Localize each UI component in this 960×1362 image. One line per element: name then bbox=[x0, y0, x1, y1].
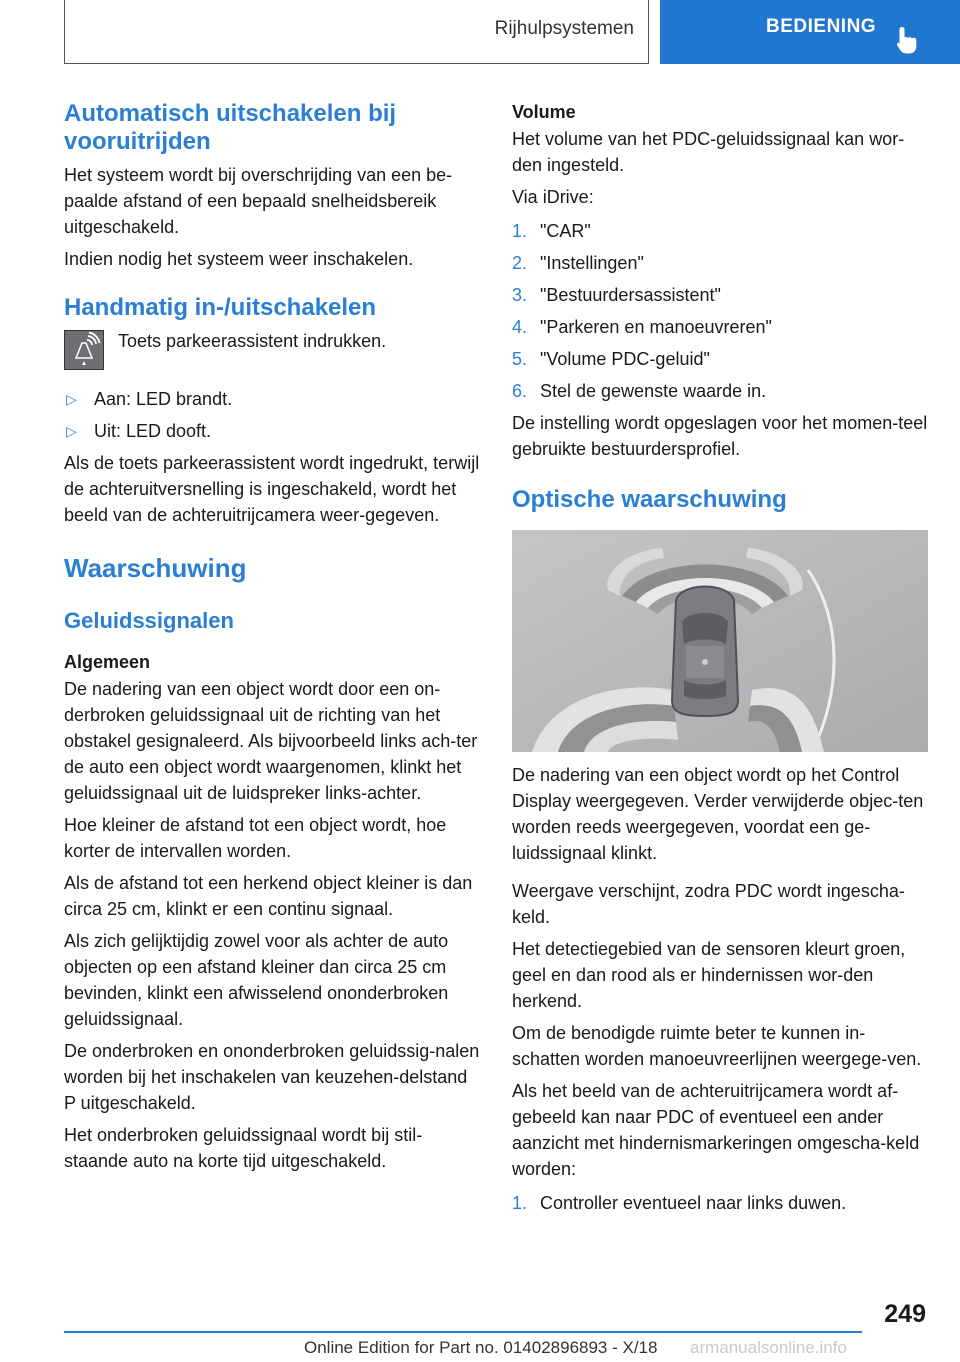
list-item: 3. "Bestuurdersassistent" bbox=[512, 285, 721, 305]
sound-paragraph-6: Het onderbroken geluidssignaal wordt bij stil-staande auto na korte tijd uitgeschakeld. bbox=[64, 1125, 423, 1171]
header-chapter-title: BEDIENING bbox=[766, 16, 877, 37]
volume-steps-list bbox=[512, 218, 930, 404]
pdc-car-illustration bbox=[512, 530, 928, 752]
triangle-bullet-icon: ▷ bbox=[66, 391, 77, 407]
reverse-camera-paragraph: Als de toets parkeerassistent wordt ingedrukt, terwijl de achteruitversnelling is ingeschakeld, wordt het beeld van de achteruitrijcamera weer-gegeven. bbox=[64, 453, 480, 525]
auto-off-heading: Automatisch uitschakelen bij vooruitrijden bbox=[64, 100, 397, 155]
list-item: 6. Stel de gewenste waarde in. bbox=[512, 381, 767, 401]
optical-paragraph-3: Het detectiegebied van de sensoren kleurt groen, geel en dan rood als er hindernissen wor-den herkend. bbox=[512, 939, 906, 1011]
optical-paragraph-1: De nadering van een object wordt op het Control Display weergegeven. Verder verwijderde objec-ten worden reeds weergegeven, voordat een ge-luidssignaal klinkt. bbox=[512, 765, 924, 863]
sound-paragraph-3: Als de afstand tot een herkend object kleiner is dan circa 25 cm, klinkt er een continu signaal. bbox=[64, 873, 473, 919]
right-column bbox=[512, 100, 930, 1216]
list-item: 1. "CAR" bbox=[512, 221, 591, 241]
list-item: 2. "Instellingen" bbox=[512, 253, 644, 273]
list-item: 1. Controller eventueel naar links duwen. bbox=[512, 1193, 847, 1213]
pdc-display-image bbox=[512, 530, 928, 752]
profile-paragraph: De instelling wordt opgeslagen voor het momen-teel gebruikte bestuurdersprofiel. bbox=[512, 413, 928, 459]
manual-instruction bbox=[64, 330, 482, 370]
optical-paragraph-2: Weergave verschijnt, zodra PDC wordt ingescha-keld. bbox=[512, 881, 905, 927]
footer-watermark: armanualsonline.info bbox=[690, 1338, 847, 1357]
sound-paragraph-4: Als zich gelijktijdig zowel voor als achter de auto objecten op een afstand kleiner dan circa 25 cm bevinden, klinkt een afwisselend ononderbroken geluidssignaal. bbox=[64, 931, 449, 1029]
page-number: 249 bbox=[884, 1300, 926, 1328]
list-item: ▷ Aan: LED brandt. bbox=[64, 386, 482, 412]
list-item: ▷ Uit: LED dooft. bbox=[64, 418, 482, 444]
auto-off-paragraph: Het systeem wordt bij overschrijding van een be-paalde afstand of een bepaald snelheidsbereik uitgeschakeld. bbox=[64, 165, 453, 237]
sound-paragraph-2: Hoe kleiner de afstand tot een object wordt, hoe korter de intervallen worden. bbox=[64, 815, 447, 861]
controller-steps-list bbox=[512, 1190, 930, 1216]
optical-paragraph-4: Om de benodigde ruimte beter te kunnen in-schatten worden manoeuvreerlijnen weergege-ven. bbox=[512, 1023, 922, 1069]
list-item: 4. "Parkeren en manoeuvreren" bbox=[512, 317, 772, 337]
volume-subheading: Volume bbox=[512, 102, 576, 122]
general-subheading: Algemeen bbox=[64, 652, 151, 672]
warning-heading: Waarschuwing bbox=[64, 553, 247, 583]
header-section-tab bbox=[64, 0, 649, 64]
volume-paragraph: Het volume van het PDC-geluidssignaal kan wor-den ingesteld. bbox=[512, 129, 905, 175]
sound-paragraph-1: De nadering van een object wordt door een on-derbroken geluidssignaal uit de richting van het obstakel gesignaleerd. Als bijvoorbeeld links ach-ter de auto een object wordt waargenomen, klinkt het geluidssignaal uit de luidspreker links-achter. bbox=[64, 679, 478, 803]
led-state-list bbox=[64, 386, 482, 444]
auto-off-paragraph-2: Indien nodig het systeem weer inschakelen. bbox=[64, 249, 414, 269]
triangle-bullet-icon: ▷ bbox=[66, 423, 77, 439]
left-column bbox=[64, 100, 482, 1174]
list-item: 5. "Volume PDC-geluid" bbox=[512, 349, 710, 369]
sound-paragraph-5: De onderbroken en ononderbroken geluidssig-nalen worden bij het inschakelen van keuzehen-delstand P uitgeschakeld. bbox=[64, 1041, 480, 1113]
footer-divider bbox=[64, 1331, 862, 1333]
pointing-hand-icon bbox=[896, 26, 918, 54]
footer-edition-text: Online Edition for Part no. 01402896893 - X/18 bbox=[304, 1338, 658, 1357]
idrive-paragraph: Via iDrive: bbox=[512, 187, 594, 207]
header-chapter-tab bbox=[660, 0, 960, 64]
optical-paragraph-5: Als het beeld van de achteruitrijcamera wordt af-gebeeld kan naar PDC of eventueel een ander aanzicht met hindernismarkeringen omgescha-keld worden: bbox=[512, 1081, 920, 1179]
sound-signals-heading: Geluidssignalen bbox=[64, 608, 234, 633]
manual-instruction-text: Toets parkeerassistent indrukken. bbox=[118, 331, 387, 351]
header-section-title: Rijhulpsystemen bbox=[494, 18, 634, 39]
manual-heading: Handmatig in-/uitschakelen bbox=[64, 294, 377, 321]
optical-warning-heading: Optische waarschuwing bbox=[512, 486, 787, 513]
park-assist-button-icon bbox=[64, 330, 104, 370]
